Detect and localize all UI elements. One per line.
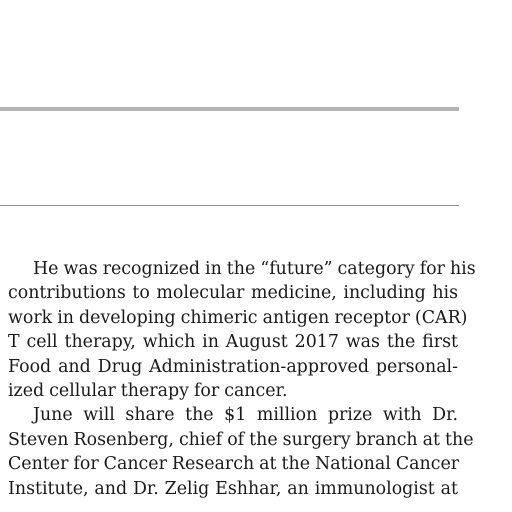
text-line: T cell therapy, which in August 2017 was the first [8,332,458,353]
text-line: Institute, and Dr. Zelig Eshhar, an immunologist at [8,478,458,499]
text-line: work in developing chimeric antigen receptor (CAR) [8,307,468,328]
text-line: Center for Cancer Research at the National Cancer [8,454,460,475]
text-line: June will share the $1 million prize with Dr. [33,405,458,426]
text-line: Steven Rosenberg, chief of the surgery branch at the [8,429,474,450]
section-divider-thin [0,205,459,206]
text-line: ized cellular therapy for cancer. [8,380,288,401]
text-line: Food and Drug Administration-approved personal- [8,356,458,377]
text-line: contributions to molecular medicine, including his [8,283,458,304]
section-divider-thick [0,107,459,111]
paragraph-1 [8,257,476,403]
text-line: He was recognized in the “future” category for his [33,259,476,279]
article-body [8,257,476,501]
paragraph-2 [8,403,474,501]
